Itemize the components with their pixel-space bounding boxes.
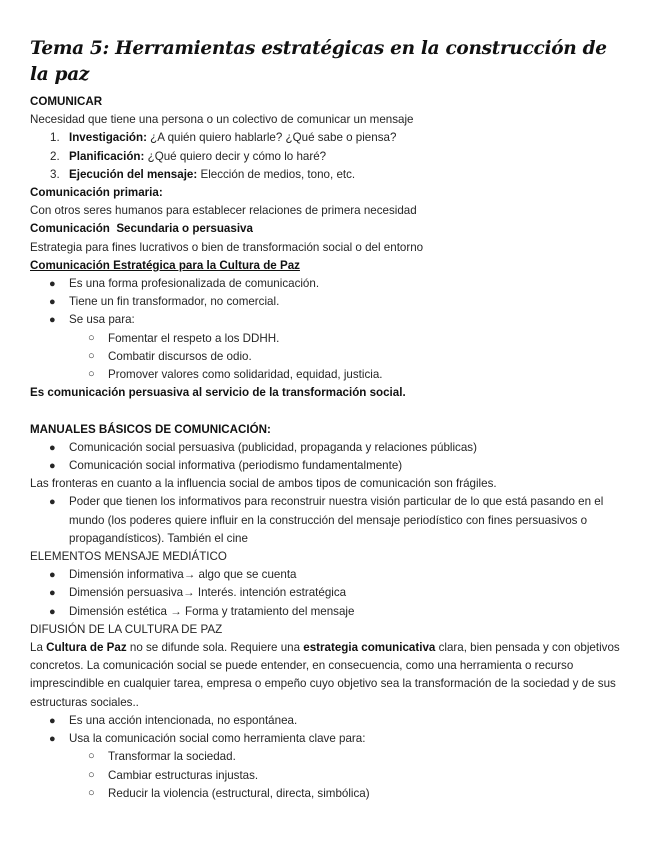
list-item: ● Comunicación social persuasiva (publicidad, propaganda y relaciones públicas) bbox=[30, 439, 625, 457]
list-item: ● Dimensión persuasiva→ Interés. intención estratégica bbox=[30, 584, 625, 602]
document-page bbox=[30, 36, 625, 803]
steps-list bbox=[30, 129, 625, 184]
list-item: 1. Investigación: ¿A quién quiero hablarle? ¿Qué sabe o piensa? bbox=[30, 129, 625, 147]
list-item: ○ Reducir la violencia (estructural, directa, simbólica) bbox=[30, 785, 625, 803]
list-number: 2. bbox=[50, 149, 60, 163]
list-item: ○ Fomentar el respeto a los DDHH. bbox=[30, 330, 625, 348]
bullet-marker: ● bbox=[49, 733, 56, 746]
list-item: ● Se usa para: bbox=[30, 311, 625, 329]
secundaria-text: Estrategia para fines lucrativos o bien de transformación social o del entorno bbox=[30, 240, 424, 254]
strategic-bullets bbox=[30, 275, 625, 330]
fronteras-text: Las fronteras en cuanto a la influencia social de ambos tipos de comunicación son frágiles. bbox=[30, 477, 497, 491]
list-item: ● Tiene un fin transformador, no comercial. bbox=[30, 293, 625, 311]
difusion-subbullets bbox=[30, 748, 625, 803]
subheading-secundaria: Comunicación Secundaria o persuasiva bbox=[30, 222, 253, 236]
bullet-marker: ● bbox=[49, 441, 56, 454]
conclusion: Es comunicación persuasiva al servicio de la transformación social. bbox=[30, 386, 406, 400]
list-item: ● Poder que tienen los informativos para reconstruir nuestra visión particular de lo que está pasando en el mundo (los poderes quiere influir en la construcción del mensaje periodístico con fines persuasivos o propagandísticos). También el cine bbox=[49, 495, 604, 545]
subheading-estrategica: Comunicación Estratégica para la Cultura de Paz bbox=[30, 258, 300, 272]
subheading-primaria: Comunicación primaria: bbox=[30, 186, 163, 200]
bullet-marker: ● bbox=[49, 714, 56, 727]
circle-marker: ○ bbox=[88, 349, 95, 362]
spacer bbox=[30, 402, 625, 420]
list-item: ● Es una forma profesionalizada de comunicación. bbox=[30, 275, 625, 293]
list-item: ● Es una acción intencionada, no espontánea. bbox=[30, 712, 625, 730]
primaria-text: Con otros seres humanos para establecer relaciones de primera necesidad bbox=[30, 204, 417, 218]
list-item: ○ Cambiar estructuras injustas. bbox=[30, 767, 625, 785]
list-item: 3. Ejecución del mensaje: Elección de medios, tono, etc. bbox=[30, 166, 625, 184]
list-item: 2. Planificación: ¿Qué quiero decir y cómo lo haré? bbox=[30, 148, 625, 166]
manuales-bullets bbox=[30, 439, 625, 475]
bullet-marker: ● bbox=[49, 278, 56, 291]
strategic-subbullets bbox=[30, 330, 625, 385]
elementos-bullets bbox=[30, 566, 625, 621]
list-item: ● Dimensión informativa→ algo que se cuenta bbox=[30, 566, 625, 584]
list-item: ● Comunicación social informativa (periodismo fundamentalmente) bbox=[30, 457, 625, 475]
bullet-marker: ● bbox=[49, 496, 56, 509]
poder-bullet-list bbox=[30, 493, 625, 548]
bullet-marker: ● bbox=[49, 460, 56, 473]
difusion-bullets bbox=[30, 712, 625, 748]
bullet-marker: ● bbox=[49, 605, 56, 618]
list-item: ● Usa la comunicación social como herramienta clave para: bbox=[30, 730, 625, 748]
list-item: ○ Combatir discursos de odio. bbox=[30, 348, 625, 366]
circle-marker: ○ bbox=[88, 368, 95, 381]
circle-marker: ○ bbox=[88, 768, 95, 781]
circle-marker: ○ bbox=[88, 786, 95, 799]
bullet-marker: ● bbox=[49, 587, 56, 600]
section-heading-comunicar: COMUNICAR bbox=[30, 95, 103, 108]
bullet-marker: ● bbox=[49, 296, 56, 309]
circle-marker: ○ bbox=[88, 750, 95, 763]
bullet-marker: ● bbox=[49, 569, 56, 582]
list-item: ○ Promover valores como solidaridad, equidad, justicia. bbox=[30, 366, 625, 384]
bullet-marker: ● bbox=[49, 314, 56, 327]
section-heading-manuales: MANUALES BÁSICOS DE COMUNICACIÓN: bbox=[30, 422, 271, 436]
list-item: ○ Transformar la sociedad. bbox=[30, 748, 625, 766]
list-number: 1. bbox=[50, 131, 60, 145]
list-number: 3. bbox=[50, 167, 60, 181]
section-intro: Necesidad que tiene una persona o un colectivo de comunicar un mensaje bbox=[30, 113, 414, 127]
list-item: ● Dimensión estética → Forma y tratamiento del mensaje bbox=[30, 603, 625, 621]
section-heading-difusion: DIFUSIÓN DE LA CULTURA DE PAZ bbox=[30, 622, 223, 636]
page-title: Tema 5: Herramientas estratégicas en la construcción de la paz bbox=[30, 38, 607, 85]
section-heading-elementos: ELEMENTOS MENSAJE MEDIÁTICO bbox=[30, 550, 227, 564]
circle-marker: ○ bbox=[88, 331, 95, 344]
difusion-paragraph: La Cultura de Paz no se difunde sola. Requiere una estrategia comunicativa clara, bien pensada y con objetivos concretos. La comunicación social se puede entender, en consecuencia, como una herramienta o recurso imprescindible en cualquier tarea, empresa o empeño cuyo objetivo sea la transformación de la sociedad y de sus estructuras sociales.. bbox=[30, 641, 620, 709]
